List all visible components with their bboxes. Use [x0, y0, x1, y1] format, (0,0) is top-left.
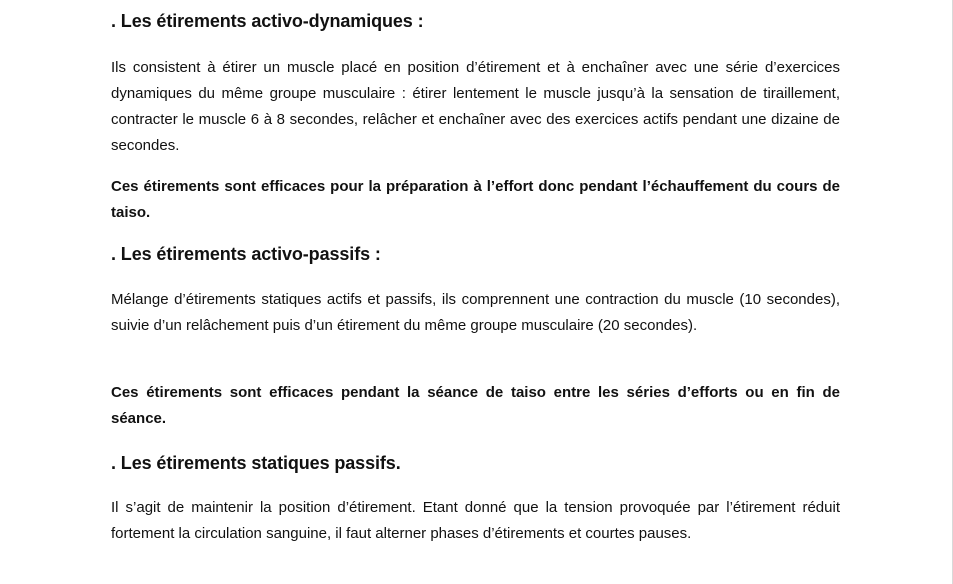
section-body-activo-dynamiques: Ils consistent à étirer un muscle placé en position d’étirement et à enchaîner avec une série d’exercices dynamiques du même groupe musculaire : étirer lentement le muscle jusqu’à la sensation de tiraillement, contracter le muscle 6 à 8 secondes, relâcher et enchaîner avec des exercices actifs pendant une dizaine de secondes. [111, 59, 840, 154]
section-heading-statiques-passifs: . Les étirements statiques passifs. [111, 453, 401, 473]
section-heading-activo-dynamiques: . Les étirements activo-dynamiques : [111, 11, 424, 31]
section-heading-activo-passifs: . Les étirements activo-passifs : [111, 244, 381, 264]
section-note-activo-dynamiques: Ces étirements sont efficaces pour la préparation à l’effort donc pendant l’échauffement du cours de taiso. [111, 178, 840, 221]
section-body-statiques-passifs: Il s’agit de maintenir la position d’étirement. Etant donné que la tension provoquée par l’étirement réduit fortement la circulation sanguine, il faut alterner phases d’étirements et courtes pauses. [111, 499, 840, 542]
section-note-activo-passifs: Ces étirements sont efficaces pendant la séance de taiso entre les séries d’efforts ou en fin de séance. [111, 384, 840, 427]
section-body-activo-passifs: Mélange d’étirements statiques actifs et passifs, ils comprennent une contraction du muscle (10 secondes), suivie d’un relâchement puis d’un étirement du même groupe musculaire (20 secondes). [111, 291, 840, 334]
